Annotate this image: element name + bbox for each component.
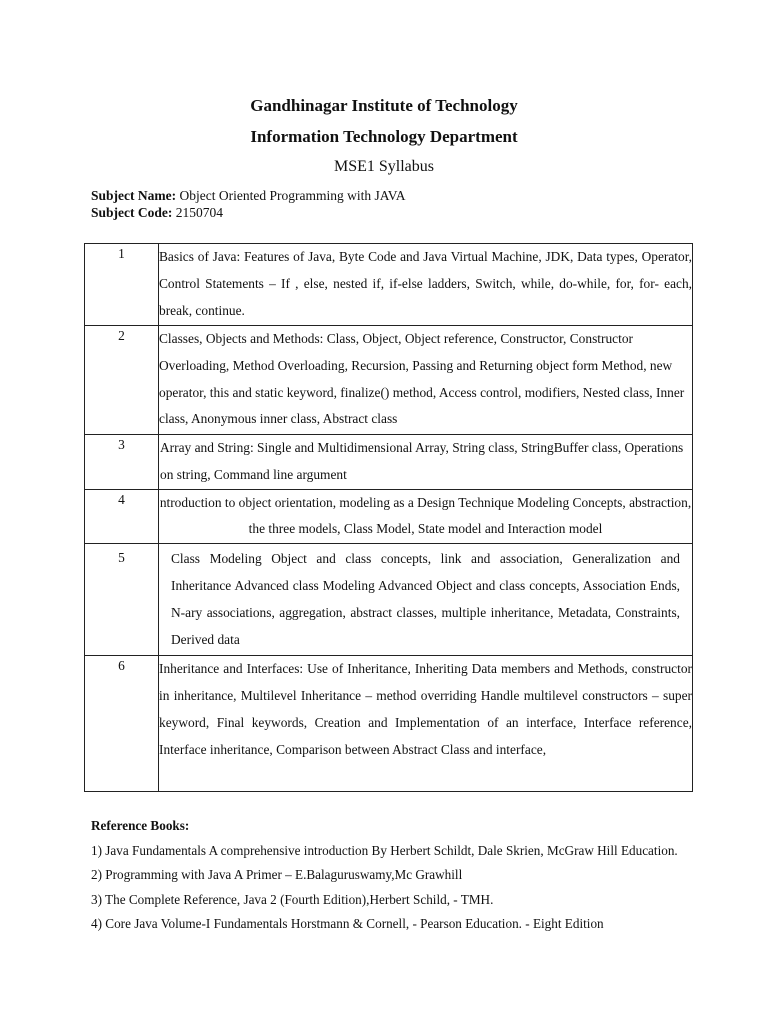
unit-content: ntroduction to object orientation, modeling as a Design Technique Modeling Concepts, abstraction, the three models, Class Model, State model and Interaction model xyxy=(159,489,693,544)
unit-number: 5 xyxy=(85,544,159,656)
reference-books xyxy=(91,814,681,937)
table-row xyxy=(85,326,693,435)
table-row xyxy=(85,435,693,490)
department-title: Information Technology Department xyxy=(250,127,518,146)
unit-content: Classes, Objects and Methods: Class, Object, Object reference, Constructor, Constructor Overloading, Method Overloading, Recursion, Passing and Returning object form Method, new operator, this and static keyword, finalize() method, Access control, modifiers, Nested class, Inner class, Anonymous inner class, Abstract class xyxy=(159,326,693,435)
subject-name-value: Object Oriented Programming with JAVA xyxy=(179,188,406,203)
reference-item: 1) Java Fundamentals A comprehensive introduction By Herbert Schildt, Dale Skrien, McGraw Hill Education. xyxy=(91,842,678,858)
subject-code-line xyxy=(91,204,223,221)
institute-title: Gandhinagar Institute of Technology xyxy=(250,96,518,115)
table-row xyxy=(85,244,693,326)
subject-code-value: 2150704 xyxy=(175,205,223,220)
unit-content: Inheritance and Interfaces: Use of Inheritance, Inheriting Data members and Methods, constructor in inheritance, Multilevel Inheritance – method overriding Handle multilevel constructors – super keyword, Final keywords, Creation and Implementation of an interface, Interface reference, Interface inheritance, Comparison between Abstract Class and interface, xyxy=(159,656,693,792)
unit-content: Class Modeling Object and class concepts, link and association, Generalization and Inheritance Advanced class Modeling Advanced Object and class concepts, Association Ends, N-ary associations, aggregation, abstract classes, multiple inheritance, Metadata, Constraints, Derived data xyxy=(159,544,693,656)
unit-number: 6 xyxy=(85,656,159,792)
unit-number: 4 xyxy=(85,489,159,544)
subject-name-line xyxy=(91,187,405,204)
reference-item: 2) Programming with Java A Primer – E.Balaguruswamy,Mc Grawhill xyxy=(91,867,463,883)
syllabus-table xyxy=(84,243,693,792)
unit-number: 3 xyxy=(85,435,159,490)
subject-code-label: Subject Code: xyxy=(91,205,173,220)
reference-item: 3) The Complete Reference, Java 2 (Fourth Edition),Herbert Schild, - TMH. xyxy=(91,891,494,907)
exam-subtitle: MSE1 Syllabus xyxy=(333,158,434,175)
reference-heading: Reference Books: xyxy=(91,818,190,833)
unit-number: 2 xyxy=(85,326,159,435)
reference-item: 4) Core Java Volume-I Fundamentals Horstmann & Cornell, - Pearson Education. - Eight Edition xyxy=(91,916,604,932)
table-row xyxy=(85,489,693,544)
unit-number: 1 xyxy=(85,244,159,326)
unit-content: Array and String: Single and Multidimensional Array, String class, StringBuffer class, Operations on string, Command line argument xyxy=(159,435,693,490)
subject-name-label: Subject Name: xyxy=(91,188,177,203)
table-row xyxy=(85,544,693,656)
unit-content: Basics of Java: Features of Java, Byte Code and Java Virtual Machine, JDK, Data types, Operator, Control Statements – If , else, nested if, if-else ladders, Switch, while, do-while, for, for- each, break, continue. xyxy=(159,244,693,326)
table-row xyxy=(85,656,693,792)
